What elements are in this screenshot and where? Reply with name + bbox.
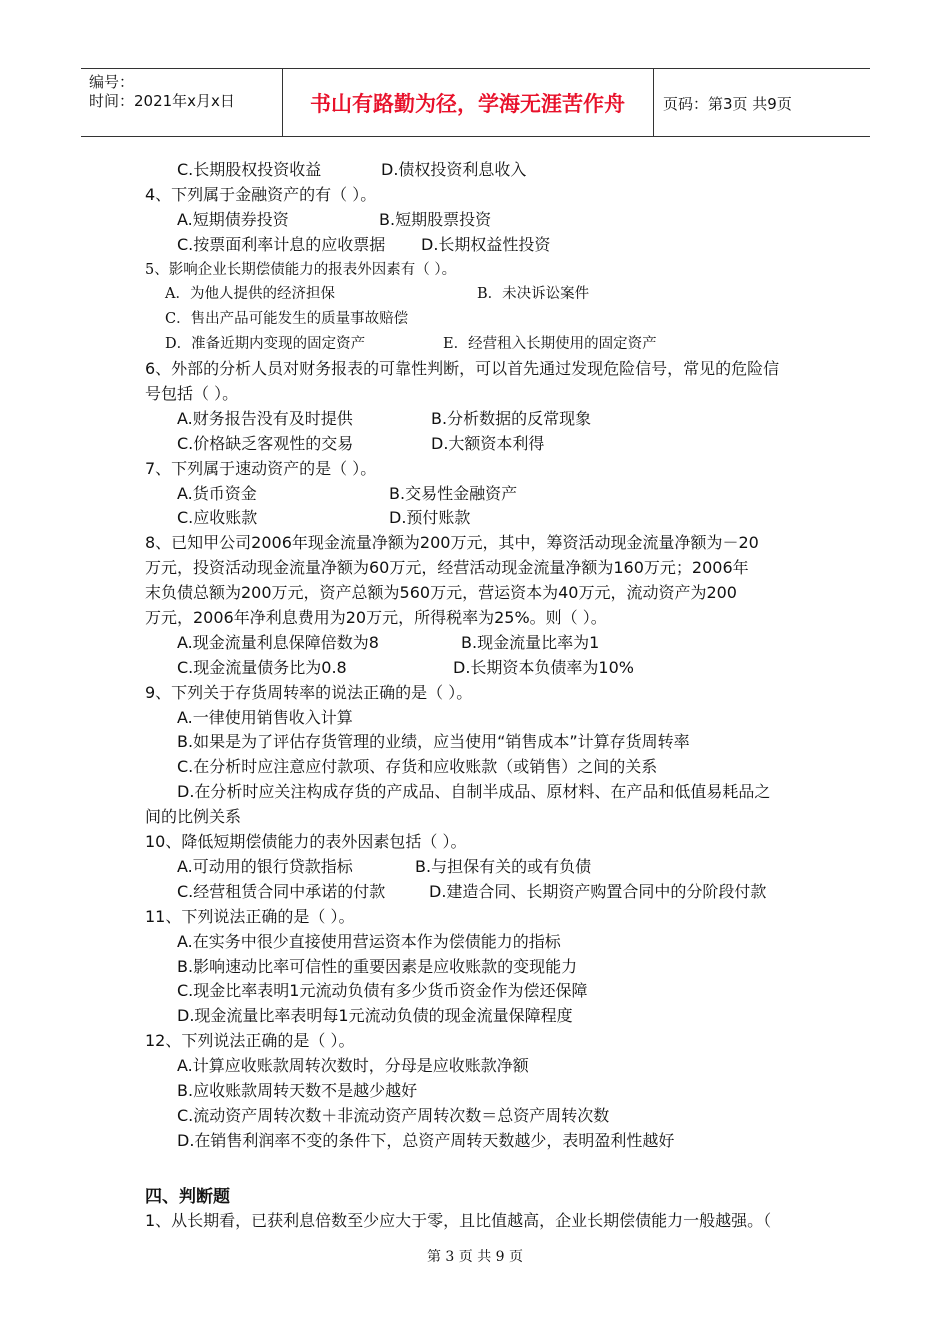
- option-text: C.价格缺乏客观性的交易: [177, 433, 354, 453]
- option-line: [145, 158, 815, 183]
- header-motto: 书山有路勤为径，学海无涯苦作舟: [310, 91, 625, 116]
- option-line: [145, 482, 815, 507]
- option-line: C.流动资产周转次数＋非流动资产周转次数＝总资产周转次数: [177, 1105, 610, 1125]
- question-line: 7、下列属于速动资产的是（ ）。: [145, 458, 377, 478]
- header-meta: [89, 73, 235, 111]
- option-line: B.影响速动比率可信性的重要因素是应收账款的变现能力: [177, 956, 578, 976]
- header-divider: [653, 69, 654, 136]
- option-line: [145, 880, 815, 905]
- question-line: 4、下列属于金融资产的有（ ）。: [145, 184, 377, 204]
- question-line: 9、下列关于存货周转率的说法正确的是（ ）。: [145, 682, 473, 702]
- option-text: D.建造合同、长期资产购置合同中的分阶段付款: [429, 881, 767, 901]
- option-text: C.按票面利率计息的应收票据: [177, 234, 386, 254]
- option-text: B.分析数据的反常现象: [431, 408, 592, 428]
- option-line: C．售出产品可能发生的质量事故赔偿: [165, 311, 409, 328]
- option-line: [145, 855, 815, 880]
- option-line: C.在分析时应注意应付款项、存货和应收账款（或销售）之间的关系: [177, 757, 658, 777]
- option-text: C.经营租赁合同中承诺的付款: [177, 881, 386, 901]
- question-line: [145, 1154, 815, 1179]
- option-line: [145, 208, 815, 233]
- option-text: D.债权投资利息收入: [381, 160, 527, 179]
- question-line: 万元，投资活动现金流量净额为60万元，经营活动现金流量净额为160万元；2006年: [145, 558, 749, 578]
- option-line: [145, 332, 815, 357]
- option-text: D.长期资本负债率为10%: [453, 657, 634, 677]
- question-line: 12、下列说法正确的是（ ）。: [145, 1031, 355, 1051]
- option-text: A.货币资金: [177, 483, 257, 503]
- option-line: D.在销售利润率不变的条件下，总资产周转天数越少，表明盈利性越好: [177, 1130, 675, 1150]
- option-text: C.应收账款: [177, 508, 258, 528]
- question-line: 10、降低短期偿债能力的表外因素包括（ ）。: [145, 832, 467, 852]
- option-text: E．经营租入长期使用的固定资产: [443, 336, 657, 353]
- question-line: 8、已知甲公司2006年现金流量净额为200万元，其中，筹资活动现金流量净额为－20: [145, 533, 759, 553]
- option-line: D.在分析时应关注构成存货的产成品、自制半成品、原材料、在产品和低值易耗品之: [177, 782, 771, 802]
- option-text: A.现金流量利息保障倍数为8: [177, 632, 379, 652]
- option-text: A.短期债券投资: [177, 209, 289, 229]
- option-text: C.现金流量债务比为0.8: [177, 657, 347, 677]
- section-heading: 四、判断题: [145, 1186, 230, 1207]
- option-text: B．未决诉讼案件: [477, 286, 590, 303]
- question-line: 末负债总额为200万元，资产总额为560万元，营运资本为40万元，流动资产为200: [145, 583, 737, 603]
- option-text: A.财务报告没有及时提供: [177, 408, 353, 428]
- option-line: [145, 631, 815, 656]
- option-text: C.长期股权投资收益: [177, 160, 322, 179]
- option-line: A.在实务中很少直接使用营运资本作为偿债能力的指标: [177, 931, 561, 951]
- question-line: 号包括（ ）。: [145, 384, 239, 404]
- question-line: 万元，2006年净利息费用为20万元，所得税率为25%。则（ ）。: [145, 608, 607, 628]
- option-text: B.短期股票投资: [379, 209, 492, 229]
- option-text: A．为他人提供的经济担保: [165, 286, 335, 303]
- question-line: 6、外部的分析人员对财务报表的可靠性判断，可以首先通过发现危险信号，常见的危险信: [145, 359, 780, 379]
- option-line: A.一律使用销售收入计算: [177, 707, 353, 727]
- option-text: B.现金流量比率为1: [461, 632, 600, 652]
- page-header: [81, 68, 870, 137]
- option-line: B.应收账款周转天数不是越少越好: [177, 1080, 418, 1100]
- document-body: [145, 158, 815, 1234]
- question-line: 5、影响企业长期偿债能力的报表外因素有（ ）。: [145, 261, 457, 278]
- doc-date: 时间：2021年x月x日: [89, 92, 235, 110]
- option-line: D.现金流量比率表明每1元流动负债的现金流量保障程度: [177, 1006, 573, 1026]
- option-line: A.计算应收账款周转次数时，分母是应收账款净额: [177, 1056, 529, 1076]
- option-line: [145, 233, 815, 258]
- option-text: D．准备近期内变现的固定资产: [165, 336, 366, 353]
- option-text: D.预付账款: [389, 508, 471, 528]
- option-line: [145, 282, 815, 307]
- option-text: B.交易性金融资产: [389, 483, 518, 503]
- option-text: B.与担保有关的或有负债: [415, 856, 592, 876]
- option-line: [145, 407, 815, 432]
- option-text: D.长期权益性投资: [421, 234, 551, 254]
- page-footer: 第 3 页 共 9 页: [426, 1249, 524, 1265]
- option-line: B.如果是为了评估存货管理的业绩，应当使用“销售成本”计算存货周转率: [177, 732, 690, 752]
- option-line: C.现金比率表明1元流动负债有多少货币资金作为偿还保障: [177, 981, 588, 1001]
- question-line: 间的比例关系: [145, 807, 242, 827]
- question-line: 1、从长期看，已获利息倍数至少应大于零，且比值越高，企业长期偿债能力一般越强。（: [145, 1211, 772, 1231]
- option-line: [145, 432, 815, 457]
- option-line: [145, 656, 815, 681]
- option-text: D.大额资本利得: [431, 433, 545, 453]
- header-page-number: 页码：第3页 共9页: [663, 95, 792, 113]
- option-line: [145, 506, 815, 531]
- doc-number: 编号：: [89, 73, 135, 91]
- option-text: A.可动用的银行贷款指标: [177, 856, 353, 876]
- question-line: 11、下列说法正确的是（ ）。: [145, 906, 355, 926]
